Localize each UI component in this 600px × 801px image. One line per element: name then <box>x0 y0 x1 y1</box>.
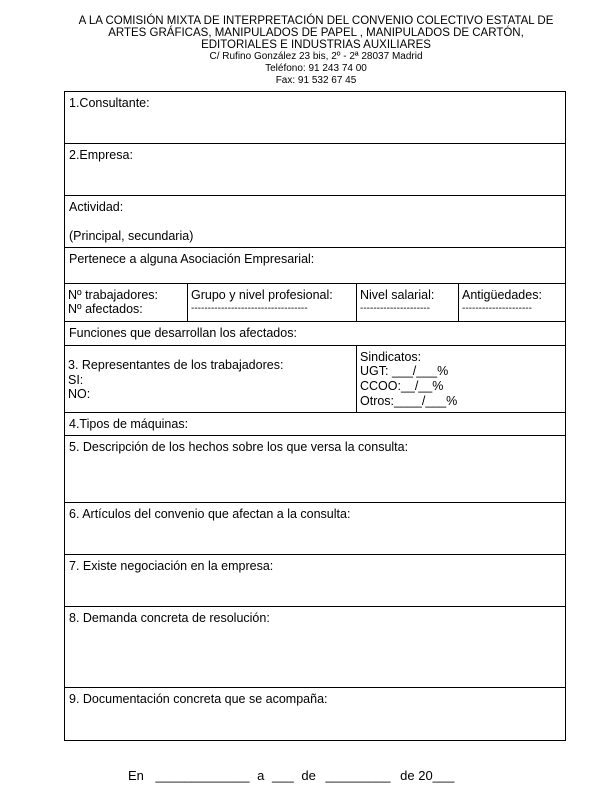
day-blank[interactable]: ___ <box>272 768 294 783</box>
articulos-label: 6. Artículos del convenio que afectan a la consulta: <box>69 507 351 521</box>
grupo-dash: ----------------------------------- <box>191 303 308 314</box>
signature-line <box>128 768 454 783</box>
afectados-label: Nº afectados: <box>68 302 143 316</box>
footer-en: En <box>128 768 144 783</box>
actividad-note: (Principal, secundaria) <box>69 229 194 243</box>
footer-de-1: de <box>301 768 316 783</box>
empresa-label: 2.Empresa: <box>69 148 133 162</box>
header-phone: Teléfono: 91 243 74 00 <box>265 63 367 74</box>
grupo-label: Grupo y nivel profesional: <box>191 288 333 302</box>
trabajadores-row <box>64 283 566 322</box>
header-address: C/ Rufino González 23 bis, 2º - 2ª 28037 Madrid <box>209 51 423 62</box>
representantes-cell[interactable] <box>65 346 357 412</box>
empresa-field[interactable] <box>64 143 566 196</box>
month-blank[interactable]: _________ <box>325 768 391 783</box>
no-label: NO: <box>68 387 91 401</box>
trabajadores-label: Nº trabajadores: <box>68 288 159 302</box>
otros-label: Otros:____/___% <box>360 394 458 408</box>
negociacion-label: 7. Existe negociación en la empresa: <box>69 559 274 573</box>
funciones-label: Funciones que desarrollan los afectados: <box>69 326 297 340</box>
ccoo-label: CCOO:__/__% <box>360 379 444 393</box>
descripcion-field[interactable] <box>64 435 566 503</box>
sindicatos-cell[interactable] <box>357 346 565 412</box>
header-line-3: EDITORIALES E INDUSTRIAS AUXILIARES <box>201 39 431 51</box>
negociacion-field[interactable] <box>64 554 566 607</box>
asociacion-label: Pertenece a alguna Asociación Empresarial: <box>69 252 315 266</box>
funciones-field[interactable] <box>64 321 566 346</box>
place-blank[interactable]: _____________ <box>155 768 250 783</box>
trabajadores-cell[interactable] <box>65 284 188 321</box>
header-fax: Fax: 91 532 67 45 <box>275 75 357 86</box>
consultante-label: 1.Consultante: <box>69 96 150 110</box>
nivel-cell[interactable] <box>357 284 459 321</box>
representantes-label: 3. Representantes de los trabajadores: <box>68 358 284 372</box>
si-label: SI: <box>68 373 84 387</box>
representantes-row <box>64 345 566 413</box>
descripcion-label: 5. Descripción de los hechos sobre los que versa la consulta: <box>69 440 409 454</box>
documentacion-field[interactable] <box>64 687 566 741</box>
document-header <box>0 15 600 87</box>
articulos-field[interactable] <box>64 502 566 555</box>
consultante-field[interactable] <box>64 91 566 144</box>
grupo-cell[interactable] <box>188 284 357 321</box>
documentacion-label: 9. Documentación concreta que se acompaña: <box>69 692 328 706</box>
year-blank[interactable]: de 20___ <box>400 768 455 783</box>
asociacion-field[interactable] <box>64 247 566 284</box>
footer-a: a <box>257 768 265 783</box>
antig-dash: --------------------- <box>462 303 532 314</box>
maquinas-label: 4.Tipos de máquinas: <box>69 417 189 431</box>
demanda-field[interactable] <box>64 606 566 688</box>
sindicatos-label: Sindicatos: <box>360 350 422 364</box>
actividad-field[interactable] <box>64 195 566 248</box>
antiguedades-label: Antigüedades: <box>462 288 542 302</box>
antiguedades-cell[interactable] <box>459 284 565 321</box>
ugt-label: UGT: ___/___% <box>360 364 449 378</box>
nivel-label: Nivel salarial: <box>360 288 435 302</box>
nivel-dash: --------------------- <box>360 303 430 314</box>
header-line-1: A LA COMISIÓN MIXTA DE INTERPRETACIÓN DEL CONVENIO COLECTIVO ESTATAL DE <box>78 15 554 27</box>
maquinas-field[interactable] <box>64 412 566 436</box>
header-line-2: ARTES GRÁFICAS, MANIPULADOS DE PAPEL , MANIPULADOS DE CARTÓN, <box>108 27 524 39</box>
demanda-label: 8. Demanda concreta de resolución: <box>69 611 270 625</box>
actividad-label: Actividad: <box>69 200 124 214</box>
